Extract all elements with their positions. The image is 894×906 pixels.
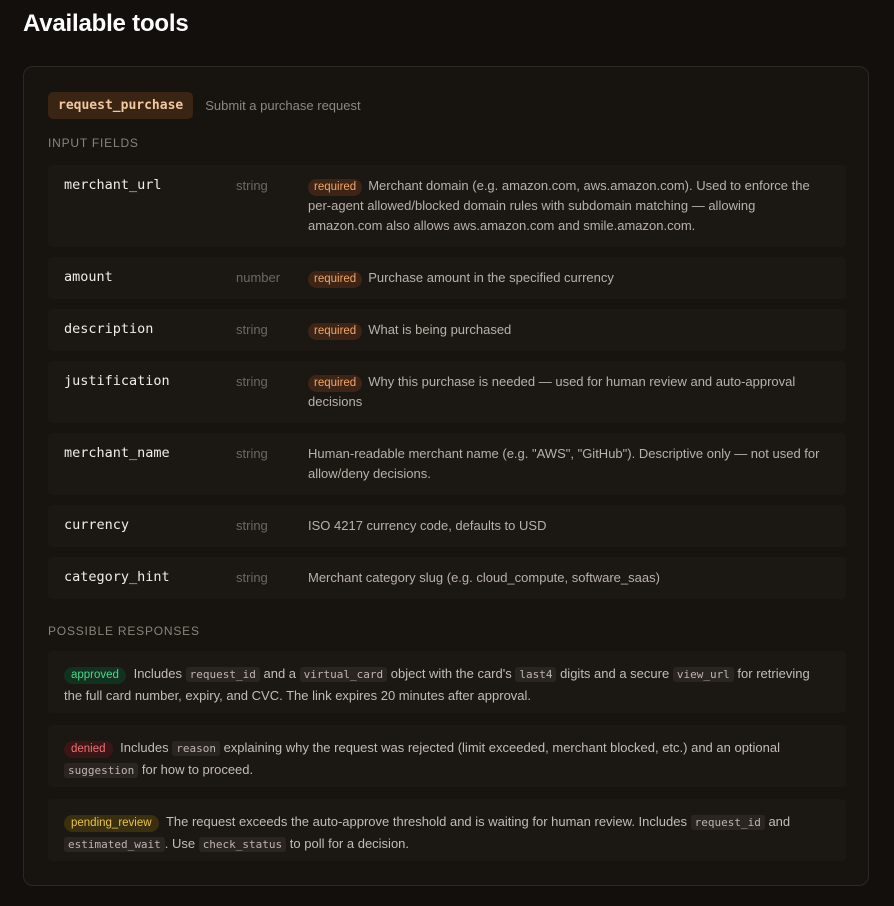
field-name: justification <box>64 373 170 389</box>
response-text-segment: to poll for a decision. <box>286 836 410 851</box>
possible-responses-heading: POSSIBLE RESPONSES <box>48 624 200 638</box>
field-type: string <box>236 570 268 585</box>
field-name: description <box>64 321 154 337</box>
field-type: string <box>236 322 268 337</box>
field-name: currency <box>64 517 130 533</box>
inline-code: estimated_wait <box>64 837 165 852</box>
inline-code: reason <box>172 741 220 756</box>
required-badge: required <box>308 179 362 196</box>
field-name: amount <box>64 269 113 285</box>
field-description <box>308 516 832 536</box>
response-text-segment: and a <box>259 666 300 681</box>
response-row-denied <box>48 725 846 787</box>
required-badge: required <box>308 323 362 340</box>
response-row-approved <box>48 651 846 713</box>
response-description <box>64 663 830 706</box>
field-name: merchant_url <box>64 177 162 193</box>
response-description <box>64 811 830 855</box>
field-row-merchant-name <box>48 433 846 495</box>
field-row-merchant-url <box>48 165 846 247</box>
field-description-text: ISO 4217 currency code, defaults to USD <box>308 518 547 533</box>
field-type: string <box>236 446 268 461</box>
response-text-segment: The request exceeds the auto-approve threshold and is waiting for human review. Includes <box>165 814 691 829</box>
response-text-segment: . Use <box>164 836 199 851</box>
inline-code: request_id <box>186 667 260 682</box>
field-type: number <box>236 270 281 285</box>
input-fields-heading: INPUT FIELDS <box>48 136 139 150</box>
response-text-segment: for how to proceed. <box>138 762 254 777</box>
inline-code: virtual_card <box>300 667 387 682</box>
field-type: string <box>236 374 268 389</box>
field-description-text: Why this purchase is needed — used for human review and auto-approval decisions <box>308 374 796 409</box>
required-badge: required <box>308 375 362 392</box>
field-description <box>308 568 832 588</box>
field-description-text: What is being purchased <box>368 322 512 337</box>
status-badge: approved <box>64 667 126 684</box>
response-text-segment: digits and a secure <box>556 666 673 681</box>
response-text-segment: Includes <box>133 666 186 681</box>
inline-code: view_url <box>673 667 734 682</box>
response-text-segment: for retrieving the full card number, expiry, and CVC. The link expires 20 minutes after approval. <box>64 666 810 703</box>
tool-name-badge: request_purchase <box>48 92 193 119</box>
field-name: category_hint <box>64 569 170 585</box>
tool-card <box>23 66 869 886</box>
field-description-text: Merchant category slug (e.g. cloud_compute, software_saas) <box>308 570 660 585</box>
field-type: string <box>236 178 268 193</box>
field-row-amount <box>48 257 846 299</box>
inline-code: last4 <box>515 667 556 682</box>
field-name: merchant_name <box>64 445 170 461</box>
field-description-text: Merchant domain (e.g. amazon.com, aws.amazon.com). Used to enforce the per-agent allowed/blocked domain rules with subdomain matching — allowing amazon.com also allows aws.amazon.com and smile.amazon.com. <box>308 178 810 233</box>
field-row-justification <box>48 361 846 423</box>
field-description <box>308 320 832 340</box>
page-title: Available tools <box>23 10 189 37</box>
field-row-description <box>48 309 846 351</box>
field-row-currency <box>48 505 846 547</box>
field-description <box>308 176 832 236</box>
response-row-pending-review <box>48 799 846 861</box>
response-text-segment: and <box>764 814 791 829</box>
tool-description: Submit a purchase request <box>205 98 361 113</box>
response-text-segment: Includes <box>120 740 173 755</box>
status-badge: pending_review <box>64 815 159 832</box>
field-description-text: Purchase amount in the specified currency <box>368 270 614 285</box>
field-row-category-hint <box>48 557 846 599</box>
field-description <box>308 268 832 288</box>
field-description-text: Human-readable merchant name (e.g. "AWS", "GitHub"). Descriptive only — not used for allow/deny decisions. <box>308 446 820 481</box>
field-type: string <box>236 518 268 533</box>
inline-code: request_id <box>691 815 765 830</box>
response-description <box>64 737 830 781</box>
field-description <box>308 444 832 484</box>
required-badge: required <box>308 271 362 288</box>
status-badge: denied <box>64 741 113 758</box>
response-text-segment: object with the card's <box>387 666 516 681</box>
inline-code: suggestion <box>64 763 138 778</box>
tool-header <box>48 92 361 119</box>
field-description <box>308 372 832 412</box>
response-text-segment: explaining why the request was rejected (limit exceeded, merchant blocked, etc.) and an optional <box>219 740 781 755</box>
inline-code: check_status <box>199 837 286 852</box>
